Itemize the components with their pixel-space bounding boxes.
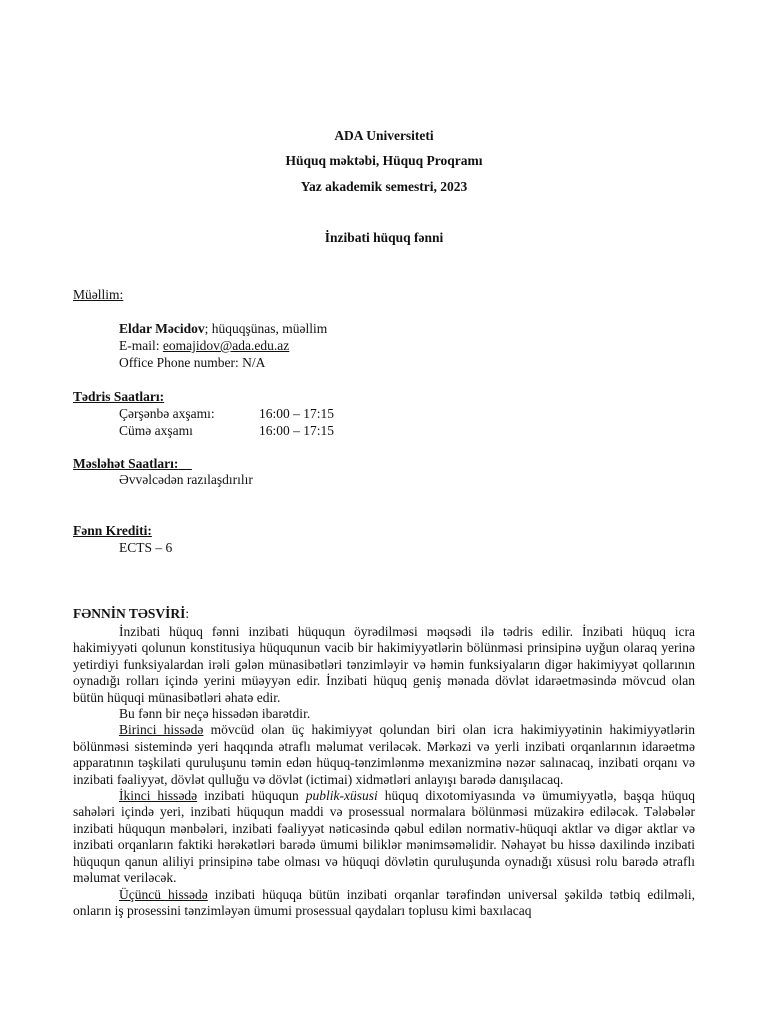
description-body xyxy=(73,624,695,919)
instructor-phone: Office Phone number: N/A xyxy=(119,355,266,370)
description-paragraph: Bu fənn bir neçə hissədən ibarətdir. xyxy=(119,706,311,722)
description-heading: FƏNNİN TƏSVİRİ: xyxy=(73,606,190,621)
teaching-time: 16:00 – 17:15 xyxy=(259,423,335,438)
credit-value: ECTS – 6 xyxy=(119,540,173,555)
instructor-name: Eldar Məcidov xyxy=(119,321,205,336)
section-label: Üçüncü hissədə xyxy=(119,886,208,902)
teaching-day: Cümə axşamı xyxy=(119,423,193,438)
instructor-line xyxy=(119,321,327,337)
consultation-text: Əvvəlcədən razılaşdırılır xyxy=(119,472,253,487)
instructor-email-line xyxy=(119,338,289,354)
section-label: Birinci hissədə xyxy=(119,722,204,738)
email-link[interactable]: eomajidov@ada.edu.az xyxy=(162,338,290,353)
consultation-heading: Məsləhət Saatları: xyxy=(73,456,179,471)
course-title: İnzibati hüquq fənni xyxy=(324,230,444,245)
description-paragraph: Üçüncü hissədə inzibati hüquqa bütün inzibati orqanlar tərəfindən universal şəkildə tətbiq edilməli, onların iş prosessini tənzimləyən ümumi prosessual qaydaları toplusu kimi baxılacaq xyxy=(73,886,695,918)
school-name: Hüquq məktəbi, Hüquq Proqramı xyxy=(285,153,483,168)
instructor-role: ; hüquqşünas, müəllim xyxy=(204,321,328,336)
section-label: İkinci hissədə xyxy=(119,788,198,804)
description-paragraph: İnzibati hüquq fənni inzibati hüququn öyrədilməsi məqsədi ilə tədris edilir. İnzibati hüquq icra hakimiyyəti qolunun konstitusiya hüququnun vacib bir hakimiyyətlərin bölünməsi prinsipinə uyğun olaraq yerinə yetirdiyi funksiyalardan irəli gələn münasibətləri tənzimləyir və həmin funksiyaların digər hakimiyyət qollarının oynadığı rolları içində yerini müəyyən edir. İnzibati hüquq geniş mənada dövlət idarəetməsində mövcud olan bütün hüquqi münasibətləri əhatə edir. xyxy=(73,624,695,705)
teaching-time: 16:00 – 17:15 xyxy=(259,406,335,421)
description-paragraph: İkinci hissədə inzibati hüququn publik-xüsusi hüquq dixotomiyasında və ümumiyyətlə, başqa hüquq sahələri içində yeri, inzibati hüququn maddi və prosessual normalara bölünməsi müzakirə ediləcək. Tələbələr inzibati hüququn mənbələri, inzibati fəaliyyət nəticəsində qəbul edilən normativ-hüquqi aktlar və digər aktlar və inzibati orqanların faktiki hərəkətləri barədə ümumi biliklər mənimsəməlidir. Nəhayət bu hissə daxilində inzibati hüququn qanun aliliyi prinsipinə tabe olması və hüquqi dövlətin quruluşunda oynadığı xüsusi rolu barədə ətraflı məlumat veriləcək. xyxy=(73,788,696,886)
instructor-heading: Müəllim: xyxy=(73,287,124,302)
teaching-day: Çərşənbə axşamı: xyxy=(119,406,215,421)
teaching-hours-heading: Tədris Saatları: xyxy=(73,389,165,404)
credit-heading: Fənn Krediti: xyxy=(73,523,152,538)
description-paragraph: Birinci hissədə mövcüd olan üç hakimiyyət qolundan biri olan icra hakimiyyətinin hakimiyyətlərin bölünməsi sistemində yeri haqqında ətraflı məlumat veriləcək. Mərkəzi və yerli inzibati orqanlarının idarəetmə apparatının təşkilati quruluşunu təmin edən hüquq-tənzimlənmə mexanizminə nəzər salınacaq, inzibati orqanı və inzibati fəaliyyət, dövlət qulluğu və dövlət (ictimai) xidmətləri anlayışı barədə danışılacaq. xyxy=(73,722,695,787)
semester: Yaz akademik semestri, 2023 xyxy=(300,179,468,194)
university-name: ADA Universiteti xyxy=(334,128,434,143)
email-label: E-mail: xyxy=(119,338,163,353)
